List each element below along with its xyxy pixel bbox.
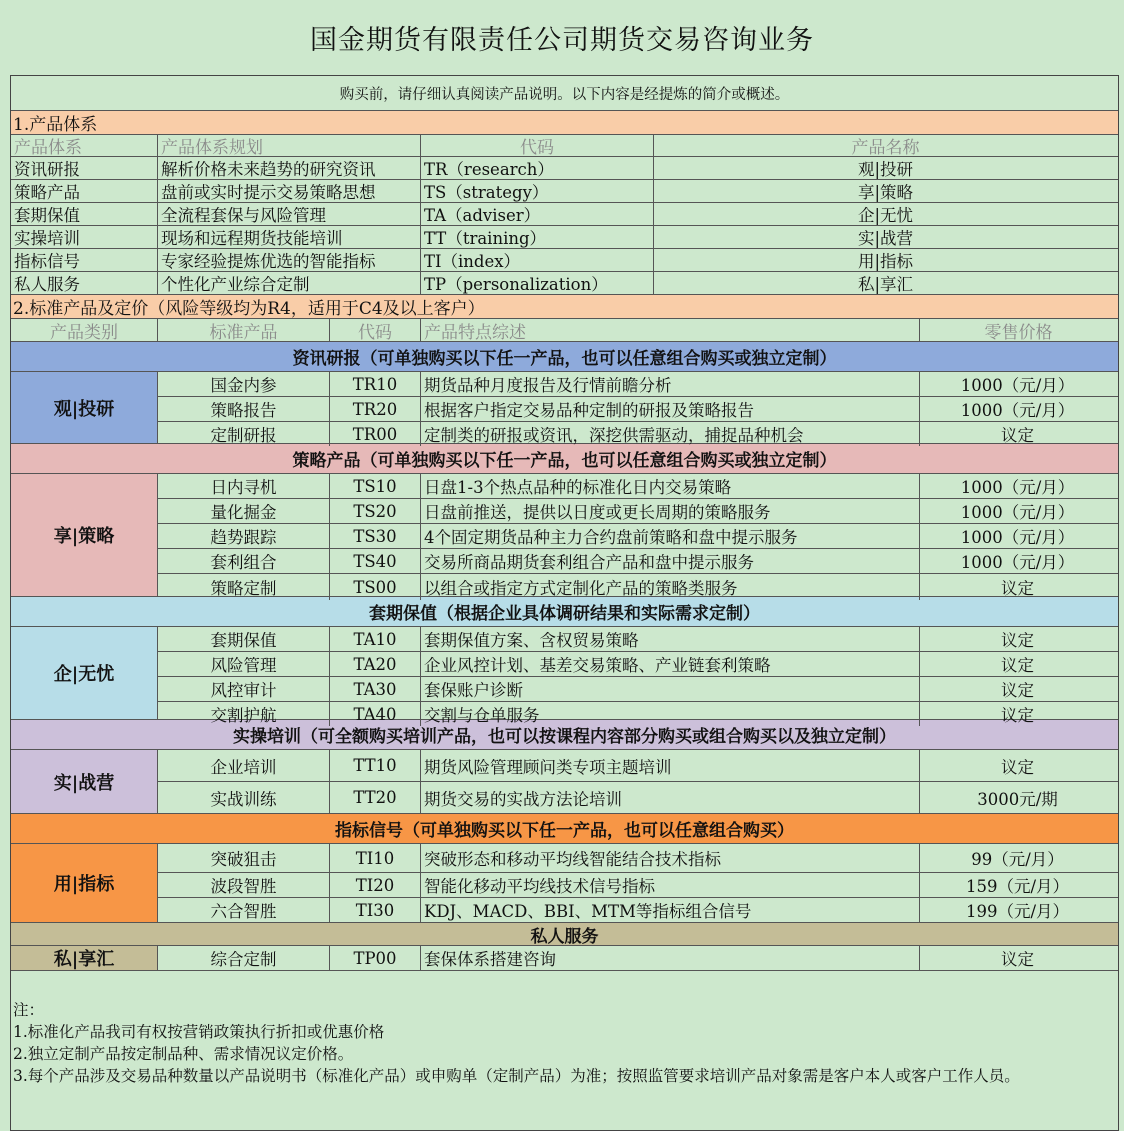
category-band: 资讯研报（可单独购买以下任一产品，也可以任意组合购买或独立定制） bbox=[11, 342, 1118, 372]
product-name: 策略定制 bbox=[158, 574, 330, 600]
product-desc: 套保体系搭建咨询 bbox=[421, 946, 920, 970]
product-group bbox=[11, 844, 1118, 923]
product-price: 议定 bbox=[1001, 757, 1034, 777]
code-cell: TR（research） bbox=[421, 157, 654, 179]
group-label: 用|指标 bbox=[11, 844, 158, 922]
header-product: 标准产品 bbox=[158, 319, 330, 341]
product-desc: 日盘1-3个热点品种的标准化日内交易策略 bbox=[421, 474, 920, 498]
product-row bbox=[158, 946, 1118, 970]
product-code: TP00 bbox=[330, 946, 421, 970]
product-code: TI20 bbox=[330, 873, 421, 897]
notes-heading: 注： bbox=[13, 1001, 45, 1019]
note-line: 1.标准化产品我司有权按营销政策执行折扣或优惠价格 bbox=[13, 1023, 385, 1041]
product-sheet bbox=[10, 75, 1119, 1131]
product-name: 量化掘金 bbox=[158, 499, 330, 523]
product-price: 199（元/月） bbox=[965, 902, 1070, 921]
product-row bbox=[158, 652, 1118, 677]
product-name: 策略报告 bbox=[158, 397, 330, 421]
product-desc: 定制类的研报或资讯，深挖供需驱动，捕捉品种机会 bbox=[421, 422, 920, 446]
plan-cell: 解析价格未来趋势的研究资讯 bbox=[158, 157, 421, 179]
notice-row: 购买前，请仔细认真阅读产品说明。以下内容是经提炼的简介或概述。 bbox=[11, 75, 1118, 111]
note-line: 2.独立定制产品按定制品种、需求情况议定价格。 bbox=[13, 1045, 354, 1063]
header-code: 代码 bbox=[421, 135, 654, 156]
product-name: 风险管理 bbox=[158, 652, 330, 676]
category-band: 私人服务 bbox=[11, 923, 1118, 946]
header-price: 零售价格 bbox=[984, 322, 1053, 341]
header-desc: 产品特点综述 bbox=[421, 319, 920, 341]
group-label: 企|无忧 bbox=[11, 627, 158, 719]
product-desc: 根据客户指定交易品种定制的研报及策略报告 bbox=[421, 397, 920, 421]
section1-header-row bbox=[11, 135, 1118, 157]
plan-cell: 现场和远程期货技能培训 bbox=[158, 226, 421, 248]
name-cell: 观|投研 bbox=[857, 160, 914, 179]
product-code: TI10 bbox=[330, 844, 421, 872]
product-code: TR20 bbox=[330, 397, 421, 421]
product-row bbox=[158, 397, 1118, 422]
plan-cell: 个性化产业综合定制 bbox=[158, 272, 421, 294]
plan-cell: 全流程套保与风险管理 bbox=[158, 203, 421, 225]
product-code: TI30 bbox=[330, 898, 421, 922]
section1-heading: 1.产品体系 bbox=[11, 111, 1118, 135]
product-row bbox=[158, 677, 1118, 702]
section2-heading: 2.标准产品及定价（风险等级均为R4，适用于C4及以上客户） bbox=[11, 295, 1118, 319]
name-cell: 享|策略 bbox=[857, 183, 914, 202]
header-system: 产品体系 bbox=[11, 135, 158, 156]
product-desc: 以组合或指定方式定制化产品的策略类服务 bbox=[421, 574, 920, 600]
product-price: 1000（元/月） bbox=[960, 478, 1075, 497]
product-name: 国金内参 bbox=[158, 372, 330, 396]
product-row bbox=[158, 549, 1118, 574]
product-name: 企业培训 bbox=[158, 750, 330, 781]
product-price: 1000（元/月） bbox=[960, 401, 1075, 420]
system-cell: 资讯研报 bbox=[11, 157, 158, 179]
product-desc: KDJ、MACD、BBI、MTM等指标组合信号 bbox=[421, 898, 920, 922]
product-price: 99（元/月） bbox=[971, 850, 1064, 869]
product-price: 1000（元/月） bbox=[960, 528, 1075, 547]
product-name: 日内寻机 bbox=[158, 474, 330, 498]
name-cell: 企|无忧 bbox=[857, 206, 914, 225]
product-price: 1000（元/月） bbox=[960, 503, 1075, 522]
code-cell: TI（index） bbox=[421, 249, 654, 271]
product-price: 3000元/期 bbox=[977, 789, 1058, 809]
system-row bbox=[11, 180, 1118, 203]
product-desc: 突破形态和移动平均线智能结合技术指标 bbox=[421, 844, 920, 872]
product-name: 波段智胜 bbox=[158, 873, 330, 897]
product-code: TA30 bbox=[330, 677, 421, 701]
product-name: 套期保值 bbox=[158, 627, 330, 651]
system-row bbox=[11, 203, 1118, 226]
product-group bbox=[11, 750, 1118, 814]
header-plan: 产品体系规划 bbox=[158, 135, 421, 156]
product-desc: 交割与仓单服务 bbox=[421, 702, 920, 726]
system-cell: 实操培训 bbox=[11, 226, 158, 248]
product-code: TS30 bbox=[330, 524, 421, 548]
product-row bbox=[158, 574, 1118, 600]
name-cell: 用|指标 bbox=[857, 252, 914, 271]
product-desc: 期货品种月度报告及行情前瞻分析 bbox=[421, 372, 920, 396]
notes-block bbox=[11, 971, 1118, 1131]
product-row bbox=[158, 782, 1118, 813]
product-desc: 企业风控计划、基差交易策略、产业链套利策略 bbox=[421, 652, 920, 676]
header-code2: 代码 bbox=[330, 319, 421, 341]
category-band: 指标信号（可单独购买以下任一产品，也可以任意组合购买） bbox=[11, 814, 1118, 844]
code-cell: TS（strategy） bbox=[421, 180, 654, 202]
product-code: TT10 bbox=[330, 750, 421, 781]
page-title: 国金期货有限责任公司期货交易咨询业务 bbox=[310, 25, 814, 56]
product-groups bbox=[11, 342, 1118, 971]
product-desc: 套期保值方案、含权贸易策略 bbox=[421, 627, 920, 651]
product-name: 六合智胜 bbox=[158, 898, 330, 922]
name-cell: 实|战营 bbox=[857, 229, 914, 248]
group-label: 实|战营 bbox=[11, 750, 158, 813]
product-name: 趋势跟踪 bbox=[158, 524, 330, 548]
product-desc: 期货风险管理顾问类专项主题培训 bbox=[421, 750, 920, 781]
plan-cell: 盘前或实时提示交易策略思想 bbox=[158, 180, 421, 202]
product-row bbox=[158, 873, 1118, 898]
product-code: TS20 bbox=[330, 499, 421, 523]
product-desc: 套保账户诊断 bbox=[421, 677, 920, 701]
name-cell: 私|享汇 bbox=[857, 275, 914, 294]
product-row bbox=[158, 499, 1118, 524]
group-label: 私|享汇 bbox=[11, 946, 158, 970]
product-price: 议定 bbox=[1001, 426, 1034, 445]
product-price: 议定 bbox=[1001, 681, 1034, 700]
product-name: 套利组合 bbox=[158, 549, 330, 573]
product-group bbox=[11, 946, 1118, 971]
product-row bbox=[158, 844, 1118, 873]
product-price: 议定 bbox=[1001, 579, 1034, 598]
product-desc: 交易所商品期货套利组合产品和盘中提示服务 bbox=[421, 549, 920, 573]
system-cell: 指标信号 bbox=[11, 249, 158, 271]
product-code: TS00 bbox=[330, 574, 421, 600]
product-group bbox=[11, 372, 1118, 444]
product-desc: 日盘前推送，提供以日度或更长周期的策略服务 bbox=[421, 499, 920, 523]
product-name: 风控审计 bbox=[158, 677, 330, 701]
product-price: 议定 bbox=[1001, 706, 1034, 725]
product-code: TA10 bbox=[330, 627, 421, 651]
system-cell: 私人服务 bbox=[11, 272, 158, 294]
product-price: 1000（元/月） bbox=[960, 376, 1075, 395]
product-code: TT20 bbox=[330, 782, 421, 813]
code-cell: TT（training） bbox=[421, 226, 654, 248]
group-label: 观|投研 bbox=[11, 372, 158, 443]
product-price: 159（元/月） bbox=[965, 877, 1070, 896]
product-name: 交割护航 bbox=[158, 702, 330, 726]
product-name: 实战训练 bbox=[158, 782, 330, 813]
system-row bbox=[11, 226, 1118, 249]
product-row bbox=[158, 898, 1118, 922]
product-row bbox=[158, 474, 1118, 499]
section2-header-row bbox=[11, 319, 1118, 342]
product-name: 定制研报 bbox=[158, 422, 330, 446]
product-desc: 期货交易的实战方法论培训 bbox=[421, 782, 920, 813]
product-code: TA40 bbox=[330, 702, 421, 726]
product-price: 议定 bbox=[1001, 631, 1034, 650]
code-cell: TP（personalization） bbox=[421, 272, 654, 294]
product-code: TS40 bbox=[330, 549, 421, 573]
plan-cell: 专家经验提炼优选的智能指标 bbox=[158, 249, 421, 271]
header-category: 产品类别 bbox=[11, 319, 158, 341]
product-desc: 智能化移动平均线技术信号指标 bbox=[421, 873, 920, 897]
product-name: 突破狙击 bbox=[158, 844, 330, 872]
product-price: 议定 bbox=[1001, 950, 1034, 969]
product-name: 综合定制 bbox=[158, 946, 330, 970]
product-group bbox=[11, 627, 1118, 725]
category-band: 策略产品（可单独购买以下任一产品，也可以任意组合购买或独立定制） bbox=[11, 444, 1118, 474]
group-label: 享|策略 bbox=[11, 474, 158, 596]
code-cell: TA（adviser） bbox=[421, 203, 654, 225]
product-row bbox=[158, 422, 1118, 446]
product-row bbox=[158, 372, 1118, 397]
product-desc: 4个固定期货品种主力合约盘前策略和盘中提示服务 bbox=[421, 524, 920, 548]
system-row bbox=[11, 157, 1118, 180]
product-price: 1000（元/月） bbox=[960, 553, 1075, 572]
product-row bbox=[158, 524, 1118, 549]
product-group bbox=[11, 474, 1118, 597]
header-name: 产品名称 bbox=[851, 138, 920, 156]
product-code: TR10 bbox=[330, 372, 421, 396]
product-row bbox=[158, 627, 1118, 652]
product-code: TA20 bbox=[330, 652, 421, 676]
system-cell: 套期保值 bbox=[11, 203, 158, 225]
note-line: 3.每个产品涉及交易品种数量以产品说明书（标准化产品）或申购单（定制产品）为准；按照监管要求培训产品对象需是客户本人或客户工作人员。 bbox=[13, 1067, 1020, 1085]
product-code: TR00 bbox=[330, 422, 421, 446]
system-row bbox=[11, 249, 1118, 272]
category-band: 实操培训（可全额购买培训产品，也可以按课程内容部分购买或组合购买以及独立定制） bbox=[11, 720, 1118, 750]
section1-rows bbox=[11, 157, 1118, 295]
product-price: 议定 bbox=[1001, 656, 1034, 675]
category-band: 套期保值（根据企业具体调研结果和实际需求定制） bbox=[11, 597, 1118, 627]
system-cell: 策略产品 bbox=[11, 180, 158, 202]
product-row bbox=[158, 750, 1118, 782]
product-code: TS10 bbox=[330, 474, 421, 498]
system-row bbox=[11, 272, 1118, 295]
